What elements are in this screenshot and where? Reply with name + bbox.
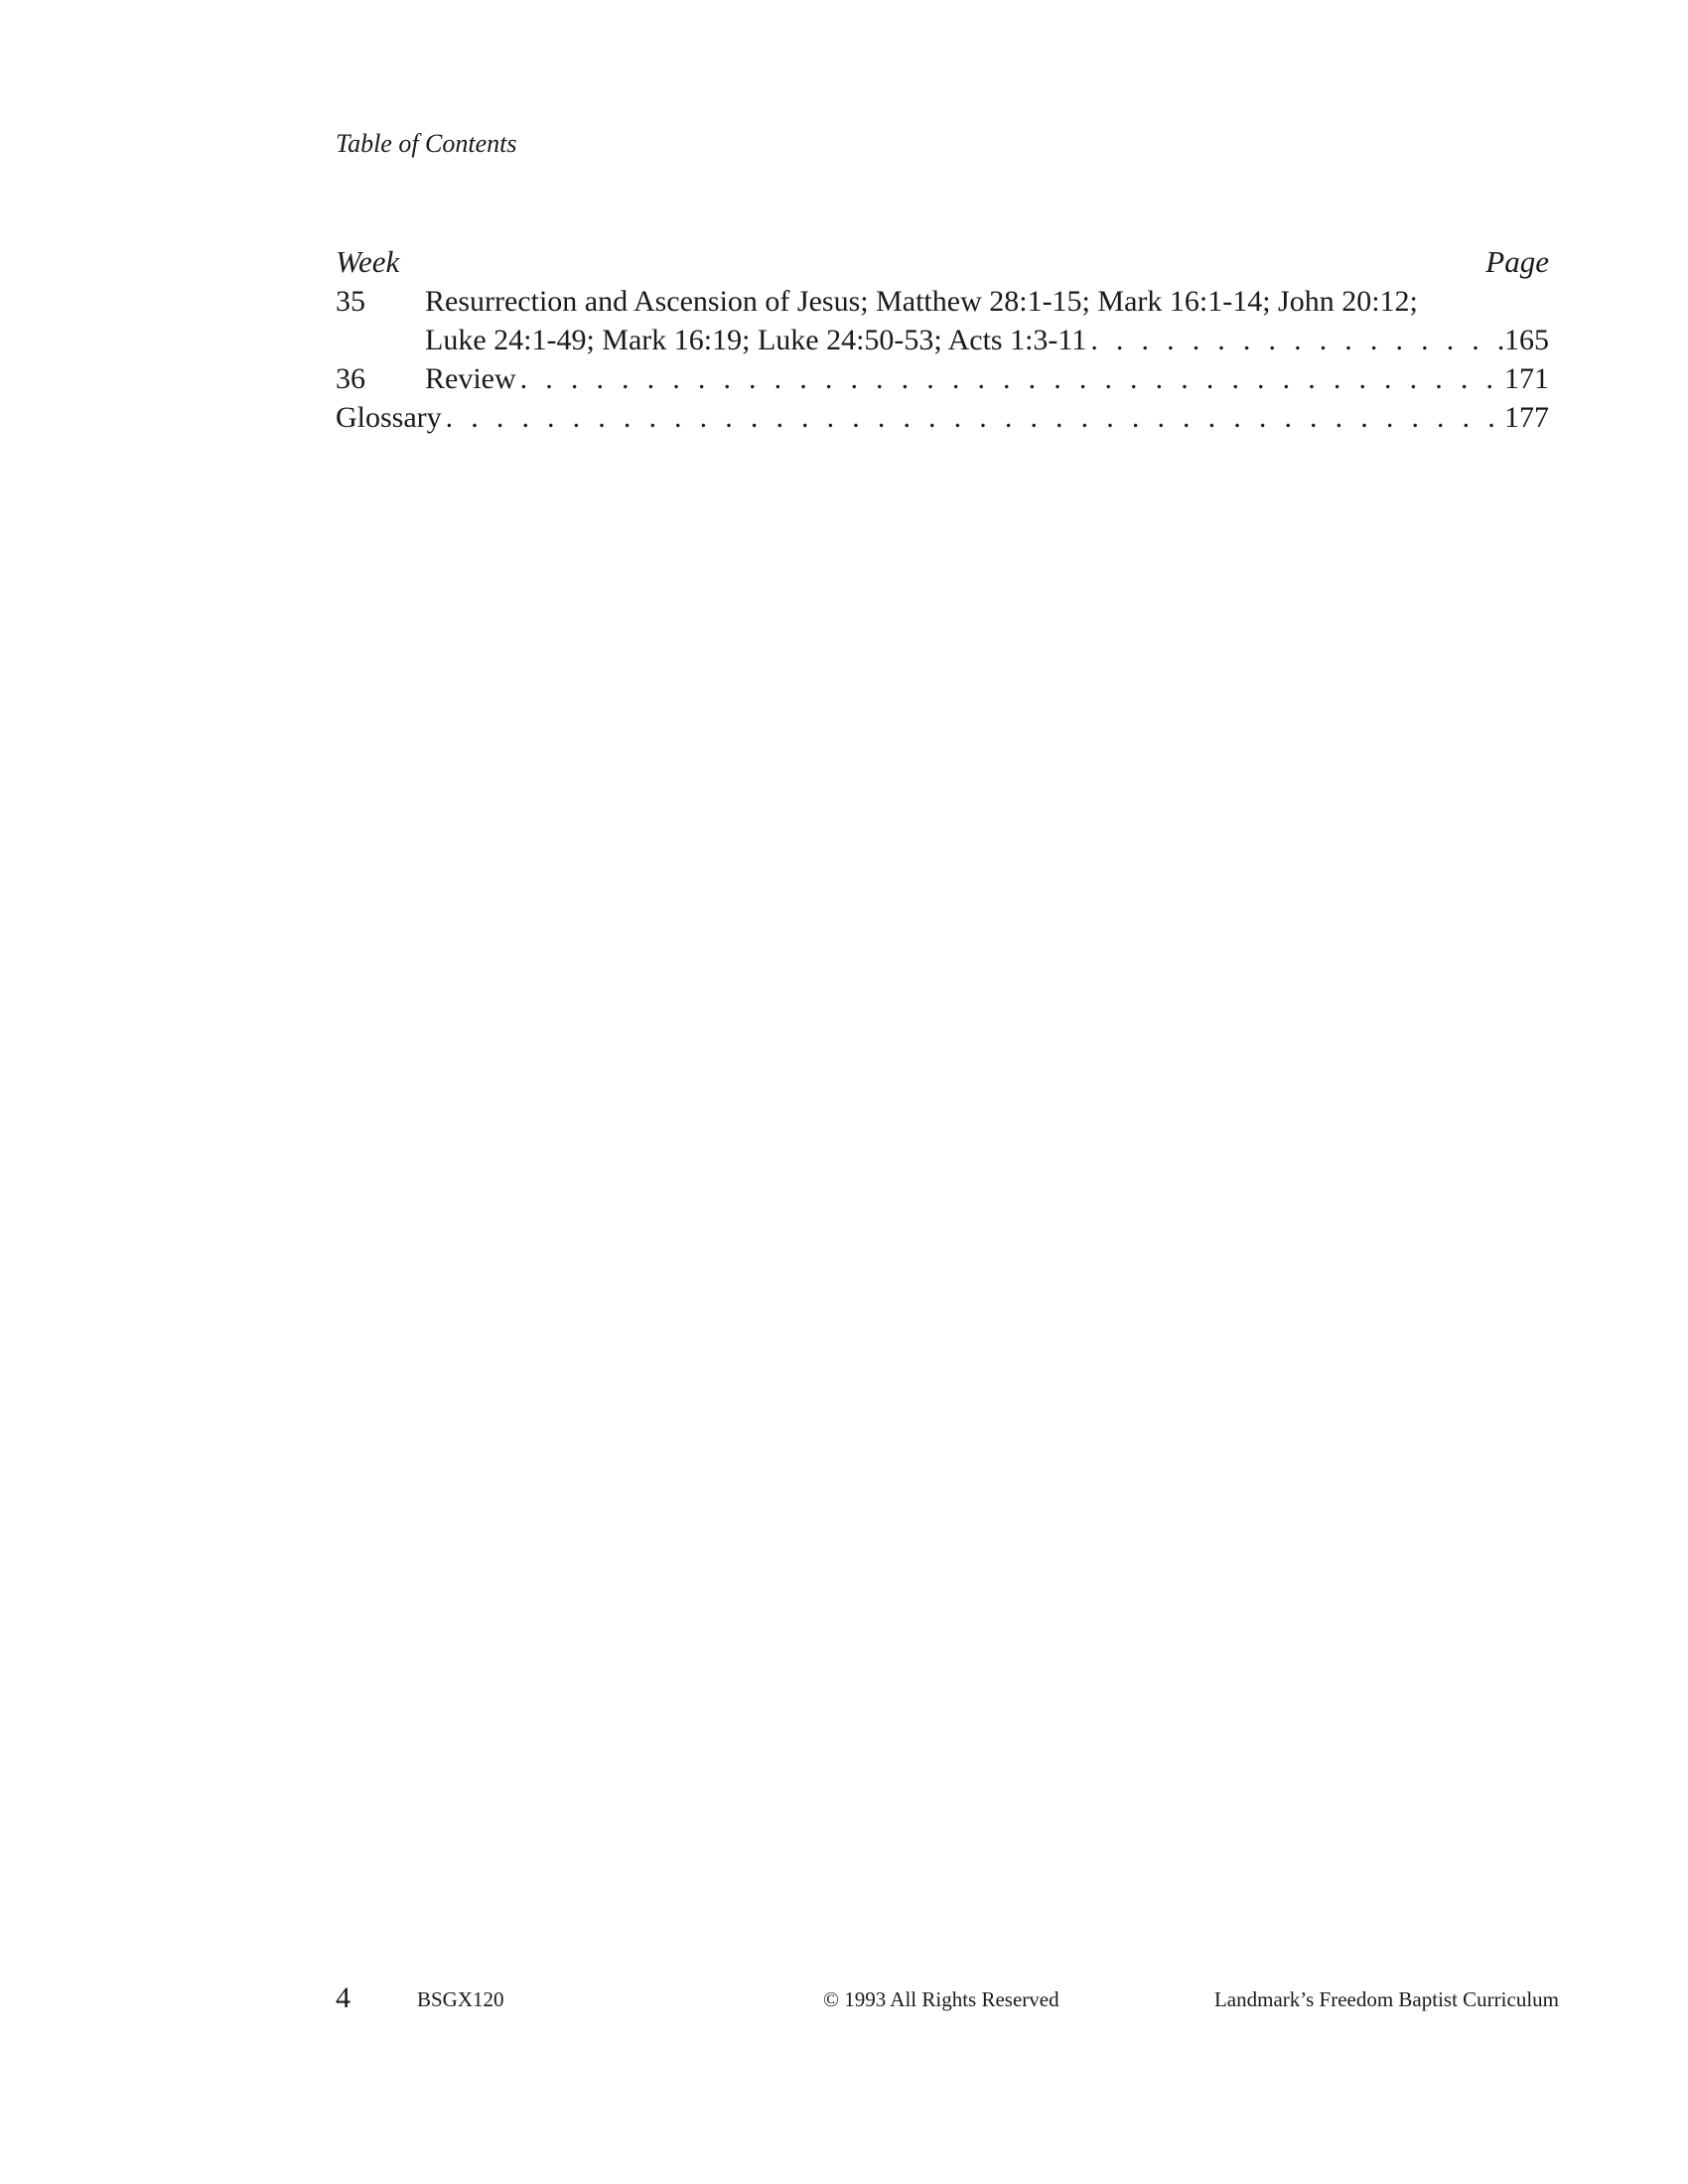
toc-entry-text <box>425 359 1549 398</box>
toc-entry <box>336 398 1549 437</box>
footer-course-code: BSGX120 <box>417 1987 504 2011</box>
week-number: 36 <box>336 362 365 395</box>
toc-entry-leader-line <box>425 359 1549 398</box>
dot-leader <box>516 359 1504 398</box>
page-number: 171 <box>1504 362 1549 395</box>
toc-entry-title-line-1: Resurrection and Ascension of Jesus; Matthew 28:1-15; Mark 16:1-14; John 20:12; <box>425 285 1418 318</box>
week-number: 35 <box>336 285 365 318</box>
page-footer <box>336 1981 1559 2027</box>
toc-entry-title-line-2: Luke 24:1-49; Mark 16:19; Luke 24:50-53; Acts 1:3-11 <box>425 324 1087 356</box>
toc-column-headings <box>336 242 1549 281</box>
toc-entry-title: Glossary <box>336 401 442 434</box>
toc-entry-leader-line <box>425 321 1549 359</box>
footer-copyright: © 1993 All Rights Reserved <box>823 1987 1059 2011</box>
toc-entry-text <box>425 282 1549 359</box>
page-column-heading: Page <box>1485 244 1549 279</box>
page-header-title: Table of Contents <box>336 129 517 158</box>
footer-page-number: 4 <box>336 1981 351 2014</box>
toc-entry <box>336 282 1549 359</box>
table-of-contents <box>336 242 1549 437</box>
footer-publisher: Landmark’s Freedom Baptist Curriculum <box>1213 1987 1559 2011</box>
toc-entry <box>336 359 1549 398</box>
page-number: 165 <box>1504 324 1549 356</box>
page-number: 177 <box>1504 401 1549 434</box>
dot-leader <box>442 398 1504 437</box>
toc-entry-title: Review <box>425 362 516 395</box>
week-column-heading: Week <box>336 244 400 279</box>
dot-leader <box>1086 321 1504 359</box>
